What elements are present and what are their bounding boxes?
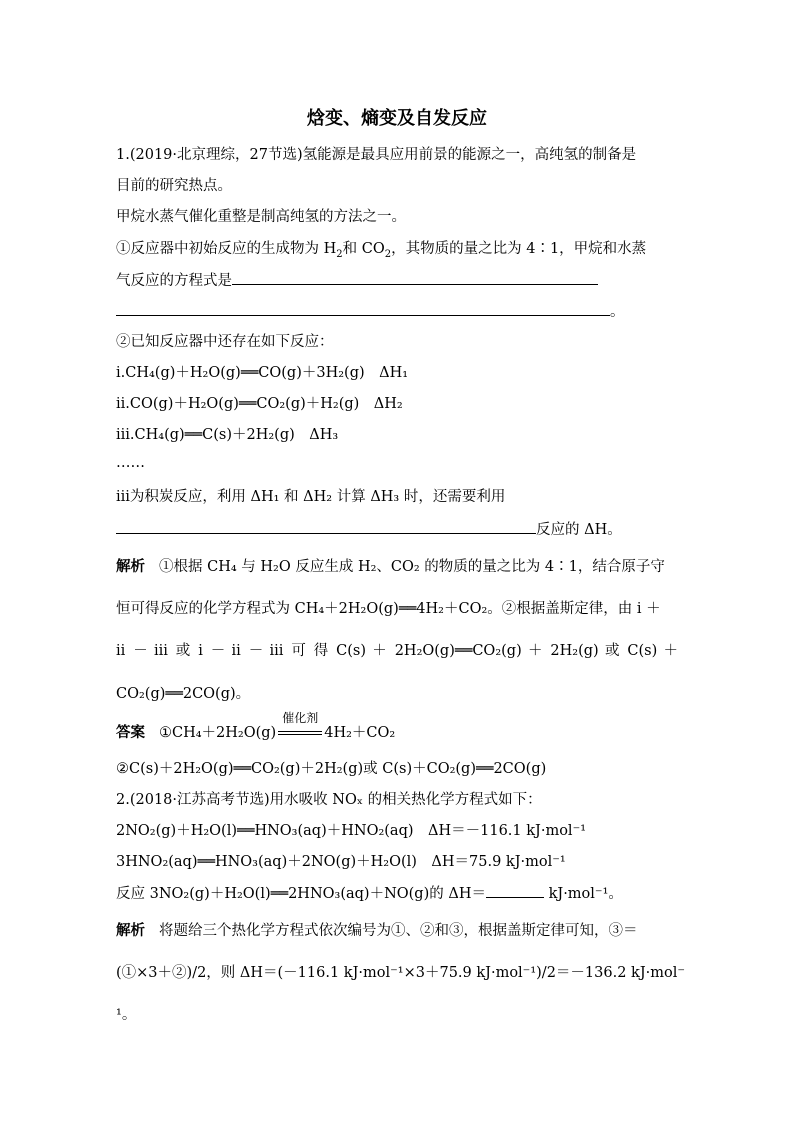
- analysis1-line3: ⅱ － ⅲ 或 ⅰ － ⅱ － ⅲ 可 得 C(s) ＋ 2H₂O(g)══CO₂(g) ＋ 2H₂(g) 或 C(s) ＋: [116, 643, 678, 659]
- q1-line4-part1: ①反应器中初始反应的生成物为 H: [116, 241, 337, 257]
- ellipsis: ……: [116, 455, 145, 471]
- answer1-line1: [116, 711, 396, 744]
- q1-line3: 甲烷水蒸气催化重整是制高纯氢的方法之一。: [116, 209, 406, 225]
- q2-reaction1: 2NO₂(g)＋H₂O(l)══HNO₃(aq)＋HNO₂(aq) ΔH＝－116.1 kJ·mol⁻¹: [116, 823, 587, 839]
- q1-line6-end: 。: [610, 304, 625, 320]
- q1-line7: ②已知反应器中还存在如下反应：: [116, 334, 334, 350]
- analysis2-line2: (①×3＋②)/2，则 ΔH＝(－116.1 kJ·mol⁻¹×3＋75.9 kJ·mol⁻¹)/2＝－136.2 kJ·mol⁻: [116, 965, 686, 981]
- q1-line-end: [116, 518, 622, 541]
- analysis1-line4: CO₂(g)══2CO(g)。: [116, 686, 251, 702]
- catalyst-arrow: [276, 711, 324, 744]
- q1-line4-part3: ，其物质的量之比为 4∶1，甲烷和水蒸: [391, 241, 647, 257]
- answer-blank-1[interactable]: [232, 269, 598, 285]
- page-title: 焓变、熵变及自发反应: [307, 108, 487, 129]
- reaction-ii: ⅱ.CO(g)＋H₂O(g)══CO₂(g)＋H₂(g) ΔH₂: [116, 396, 403, 412]
- q1-line4: ①反应器中初始反应的生成物为 $H_2$和 $CO_2$，其物质的量之比为 4∶1，甲烷和水蒸: [116, 241, 647, 260]
- q2-ask-text: 反应 3NO₂(g)＋H₂O(l)══2HNO₃(aq)＋NO(g)的 ΔH＝: [116, 886, 486, 902]
- answer-label: 答案: [116, 724, 145, 741]
- answer1-line2: ②C(s)＋2H₂O(g)══CO₂(g)＋2H₂(g)或 C(s)＋CO₂(g)══2CO(g): [116, 761, 547, 777]
- q1-line2: 目前的研究热点。: [116, 178, 232, 194]
- analysis-label: 解析: [116, 558, 145, 575]
- q1-line5-text: 气反应的方程式是: [116, 273, 232, 289]
- analysis2-line1: [116, 920, 638, 942]
- answer-blank-4[interactable]: [486, 882, 544, 898]
- analysis2-label: 解析: [116, 922, 145, 939]
- reaction-iii: ⅲ.CH₄(g)══C(s)＋2H₂(g) ΔH₃: [116, 427, 339, 443]
- analysis2-line3: ¹。: [116, 1007, 137, 1023]
- q2-line-ask: [116, 882, 623, 905]
- answer1-part2: 4H₂＋CO₂: [324, 725, 396, 741]
- q1-line4-part2: 和 CO: [342, 241, 385, 257]
- analysis1-text1: ①根据 CH₄ 与 H₂O 反应生成 H₂、CO₂ 的物质的量之比为 4∶1，结合原子守: [159, 559, 665, 575]
- analysis1-line1: [116, 556, 665, 578]
- answer1-part1: ①CH₄＋2H₂O(g): [159, 725, 277, 741]
- answer-blank-3[interactable]: [116, 518, 536, 534]
- reaction-i: ⅰ.CH₄(g)＋H₂O(g)══CO(g)＋3H₂(g) ΔH₁: [116, 365, 409, 381]
- q1-line-iii: ⅲ为积炭反应，利用 ΔH₁ 和 ΔH₂ 计算 ΔH₃ 时，还需要利用: [116, 489, 506, 505]
- q2-line1: 2.(2018·江苏高考节选)用水吸收 NOₓ 的相关热化学方程式如下：: [116, 792, 542, 808]
- q1-line-end-text: 反应的 ΔH。: [536, 522, 622, 538]
- answer-blank-2[interactable]: [116, 300, 610, 316]
- q1-line1: 1.(2019·北京理综，27节选)氢能源是最具应用前景的能源之一，高纯氢的制备是: [116, 147, 637, 163]
- q1-line6: [116, 300, 625, 323]
- analysis2-text1: 将题给三个热化学方程式依次编号为①、②和③，根据盖斯定律可知，③＝: [159, 923, 638, 939]
- q2-reaction2: 3HNO₂(aq)══HNO₃(aq)＋2NO(g)＋H₂O(l) ΔH＝75.9 kJ·mol⁻¹: [116, 854, 566, 870]
- catalyst-label: 催化剂: [282, 711, 319, 725]
- q1-line5: [116, 269, 598, 292]
- q2-ask-unit: kJ·mol⁻¹。: [543, 886, 623, 902]
- analysis1-line2: 恒可得反应的化学方程式为 CH₄＋2H₂O(g)══4H₂＋CO₂。②根据盖斯定律，由 ⅰ ＋: [116, 601, 661, 617]
